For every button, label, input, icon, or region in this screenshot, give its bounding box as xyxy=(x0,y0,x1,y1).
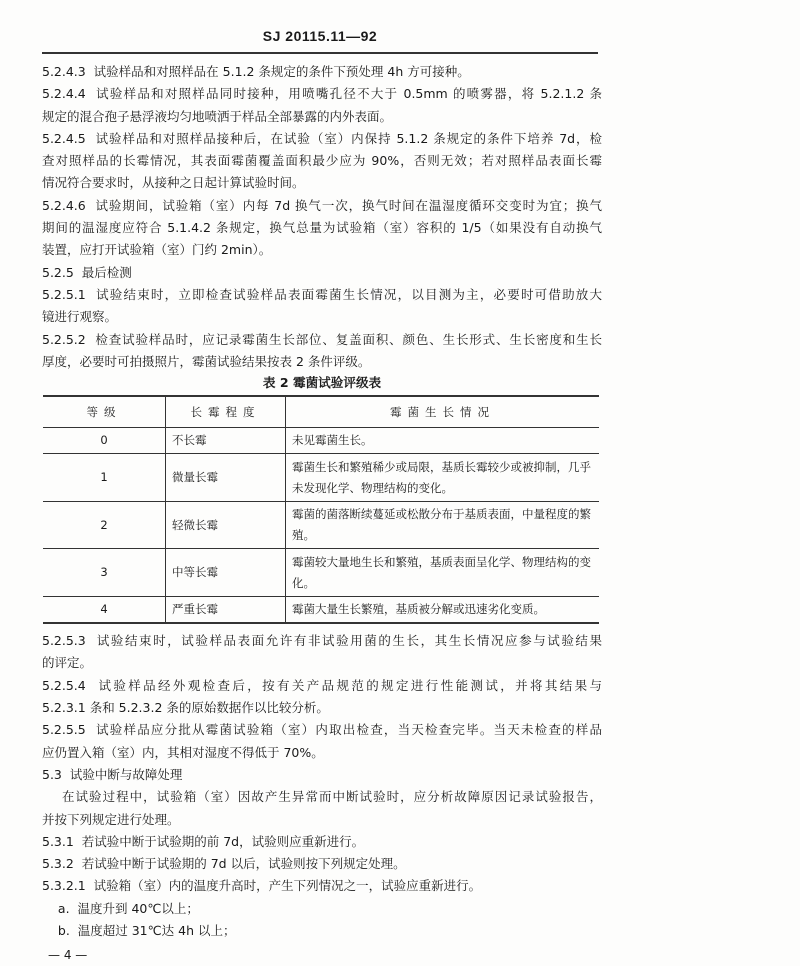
cell-level: 2 xyxy=(43,502,166,549)
cell-degree: 轻微长霉 xyxy=(166,502,286,549)
table-row xyxy=(43,549,599,597)
text-line: 5.2.4.6 试验期间，试验箱（室）内每 7d 换气一次，换气时间在温湿度循环交变时为宜；换气 xyxy=(42,197,602,213)
text-line: 5.2.5 最后检测 xyxy=(42,264,132,280)
cell-degree: 不长霉 xyxy=(166,428,286,454)
text-line: 5.2.4.4 试验样品和对照样品同时接种，用喷嘴孔径不大于 0.5mm 的喷雾器，将 5.2.1.2 条 xyxy=(42,86,602,102)
text-line: 期间的温湿度应符合 5.1.4.2 条规定，换气总量为试验箱（室）容积的 1/5（如果没有自动换气 xyxy=(42,220,602,236)
body-text-upper xyxy=(42,61,602,373)
cell-level: 4 xyxy=(43,597,166,624)
text-line: 5.2.5.2 检查试验样品时，应记录霉菌生长部位、复盖面积、颜色、生长形式、生长密度和生长 xyxy=(42,331,602,347)
mold-rating-table xyxy=(43,395,599,624)
text-line: 5.2.4.3 试验样品和对照样品在 5.1.2 条规定的条件下预处理 4h 方可接种。 xyxy=(42,64,470,79)
text-line: 情况符合要求时，从接种之日起计算试验时间。 xyxy=(42,175,305,191)
text-line: 5.2.3.1 条和 5.2.3.2 条的原始数据作以比较分析。 xyxy=(42,700,329,716)
body-text-lower xyxy=(42,630,602,942)
text-line: 5.2.4.5 试验样品和对照样品接种后，在试验（室）内保持 5.1.2 条规定的条件下培养 7d，检 xyxy=(42,130,602,146)
text-line: 镜进行观察。 xyxy=(42,309,118,325)
cell-description: 霉菌生长和繁殖稀少或局限，基质长霉较少或被抑制，几乎未发现化学、物理结构的变化。 xyxy=(286,454,600,502)
cell-level: 0 xyxy=(43,428,166,454)
text-line: 5.2.5.5 试验样品应分批从霉菌试验箱（室）内取出检查，当天检查完毕。当天未检查的样品 xyxy=(42,722,602,738)
text-line: b. 温度超过 31℃达 4h 以上； xyxy=(42,923,236,939)
page-number: — 4 — xyxy=(48,948,88,963)
text-line: 查对照样品的长霉情况，其表面霉菌覆盖面积最少应为 90%，否则无效；若对照样品表面长霉 xyxy=(42,153,602,169)
cell-degree: 微量长霉 xyxy=(166,454,286,502)
table-caption: 表 2 霉菌试验评级表 xyxy=(262,375,382,391)
text-line: 5.3.2 若试验中断于试验期的 7d 以后，试验则按下列规定处理。 xyxy=(42,856,406,872)
text-line: 5.3.1 若试验中断于试验期的前 7d，试验则应重新进行。 xyxy=(42,833,365,849)
text-line: 5.2.5.4 试验样品经外观检查后，按有关产品规范的规定进行性能测试，并将其结果与 xyxy=(42,677,602,693)
cell-description: 霉菌大量生长繁殖，基质被分解或迅速劣化变质。 xyxy=(286,597,600,624)
cell-description: 霉菌较大量地生长和繁殖，基质表面呈化学、物理结构的变化。 xyxy=(286,549,600,597)
table-row xyxy=(43,502,599,549)
text-line: a. 温度升到 40℃以上； xyxy=(42,900,199,916)
cell-description: 未见霉菌生长。 xyxy=(286,428,600,454)
text-line: 5.3 试验中断与故障处理 xyxy=(42,766,183,782)
text-line: 的评定。 xyxy=(42,655,93,671)
text-line: 厚度，必要时可拍摄照片，霉菌试验结果按表 2 条件评级。 xyxy=(42,353,371,369)
text-line: 规定的混合孢子悬浮液均匀地喷洒于样品全部暴露的内外表面。 xyxy=(42,108,393,124)
header-level: 等级 xyxy=(43,396,166,428)
text-line: 装置，应打开试验箱（室）门约 2min）。 xyxy=(42,242,272,258)
text-line: 5.2.5.3 试验结束时，试验样品表面允许有非试验用菌的生长，其生长情况应参与试验结果 xyxy=(42,633,602,649)
text-line: 5.3.2.1 试验箱（室）内的温度升高时，产生下列情况之一，试验应重新进行。 xyxy=(42,878,482,894)
cell-level: 3 xyxy=(43,549,166,597)
table-row xyxy=(43,597,599,624)
table-row xyxy=(43,454,599,502)
cell-level: 1 xyxy=(43,454,166,502)
cell-degree: 中等长霉 xyxy=(166,549,286,597)
header-degree: 长霉程度 xyxy=(166,396,286,428)
text-line: 在试验过程中，试验箱（室）因故产生异常而中断试验时，应分析故障原因记录试验报告， xyxy=(42,789,602,805)
standard-number-header: SJ 20115.11—92 xyxy=(262,28,378,44)
text-line: 并按下列规定进行处理。 xyxy=(42,811,180,827)
header-growth: 霉菌生长情况 xyxy=(286,396,600,428)
text-line: 5.2.5.1 试验结束时，立即检查试验样品表面霉菌生长情况，以目测为主，必要时可借助放大 xyxy=(42,286,602,302)
table-row xyxy=(43,428,599,454)
cell-description: 霉菌的菌落断续蔓延或松散分布于基质表面，中量程度的繁殖。 xyxy=(286,502,600,549)
text-line: 应仍置入箱（室）内，其相对湿度不得低于 70%。 xyxy=(42,744,324,760)
cell-degree: 严重长霉 xyxy=(166,597,286,624)
